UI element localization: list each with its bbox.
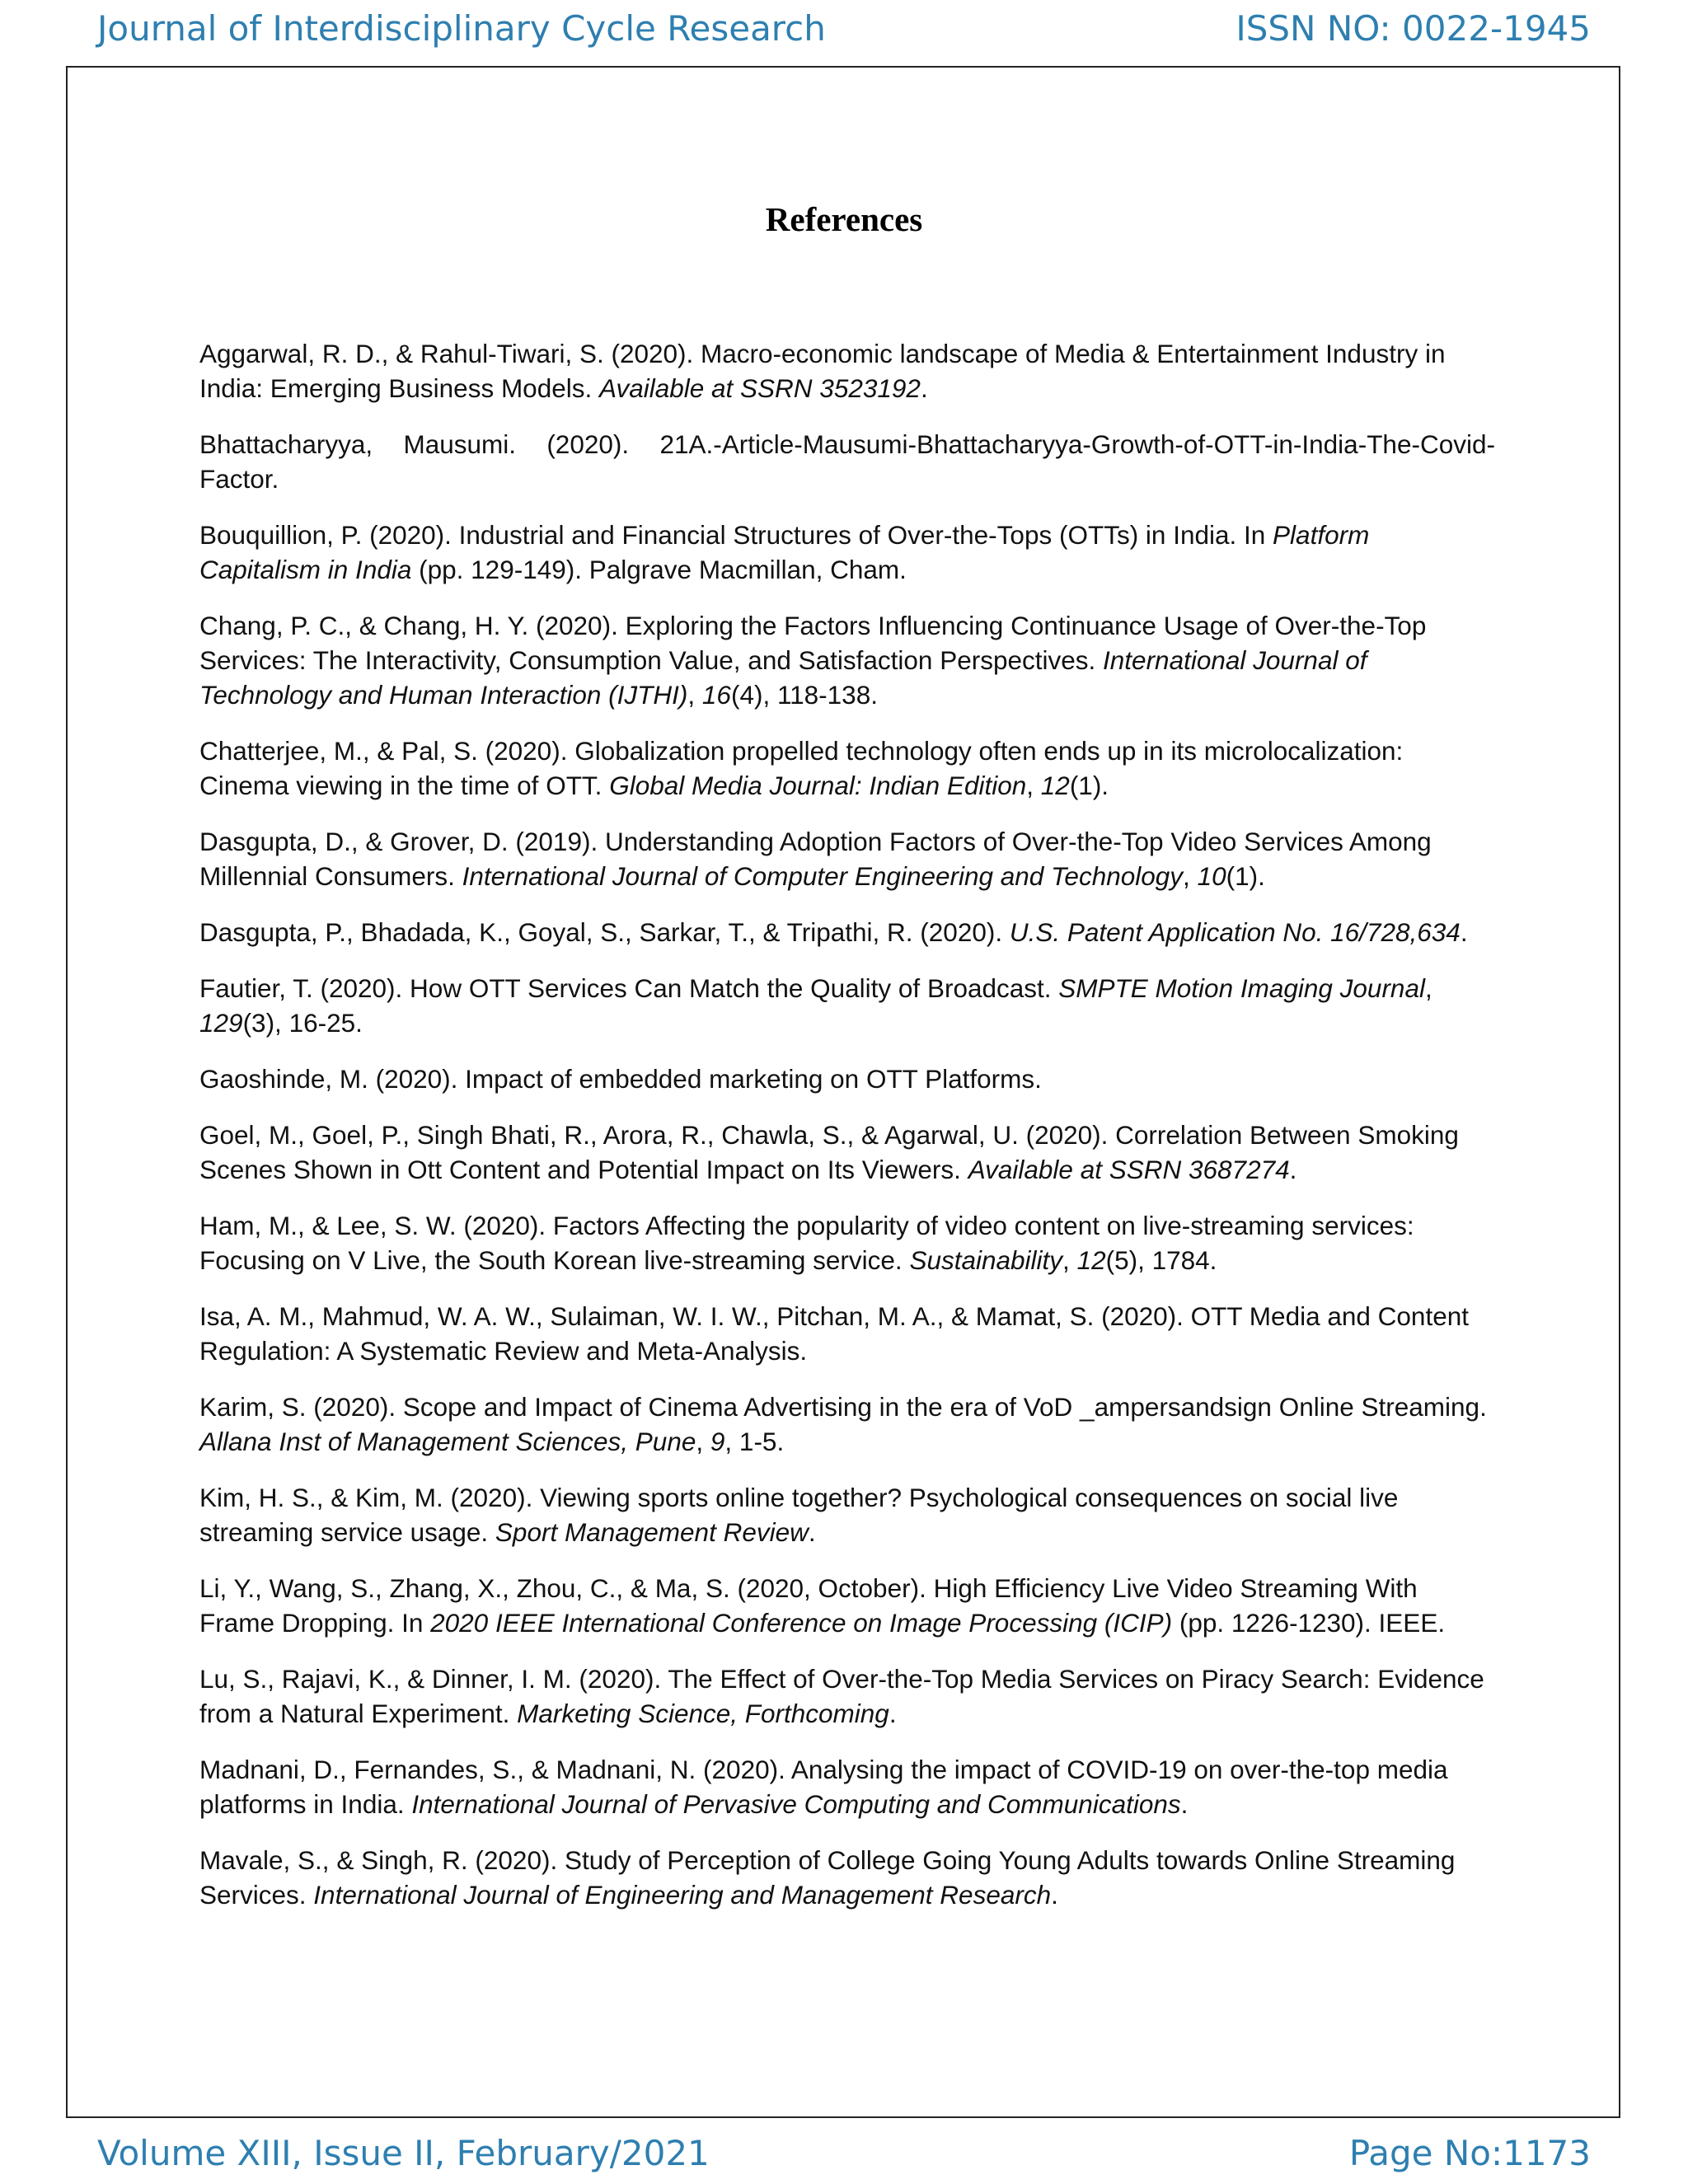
reference-text: , <box>1424 973 1432 1003</box>
reference-text: . <box>1180 1789 1189 1819</box>
reference-text: Chatterjee, M., & Pal, S. (2020). Globalization propelled technology often ends up in its microlocalization: Cinema viewing in the time of OTT. <box>199 736 1404 800</box>
reference-entry <box>199 1390 1495 1459</box>
reference-italic-text: Sport Management Review <box>495 1517 809 1547</box>
reference-text: . <box>1289 1155 1297 1184</box>
reference-entry <box>199 824 1495 893</box>
reference-italic-text: International Journal of Technology and Human Interaction (IJTHI) <box>199 645 1367 710</box>
reference-text: Karim, S. (2020). Scope and Impact of Cinema Advertising in the era of VoD _ampersandsign Online Streaming. <box>199 1392 1487 1422</box>
reference-entry <box>199 915 1495 949</box>
reference-italic-text: 12 <box>1076 1245 1106 1275</box>
reference-italic-text: International Journal of Pervasive Computing and Communications <box>411 1789 1181 1819</box>
reference-text: . <box>889 1699 897 1728</box>
reference-text: , <box>1062 1245 1077 1275</box>
reference-text: Mavale, S., & Singh, R. (2020). Study of Perception of College Going Young Adults towards Online Streaming Services. <box>199 1845 1456 1910</box>
reference-italic-text: 9 <box>710 1427 725 1456</box>
reference-entry <box>199 1752 1495 1821</box>
reference-italic-text: International Journal of Engineering and Management Research <box>313 1880 1052 1910</box>
reference-text: Goel, M., Goel, P., Singh Bhati, R., Arora, R., Chawla, S., & Agarwal, U. (2020). Correlation Between Smoking Scenes Shown in Ott Content and Potential Impact on Its Viewers. <box>199 1120 1459 1184</box>
reference-entry <box>199 733 1495 803</box>
volume-issue: Volume XIII, Issue II, February/2021 <box>97 2133 710 2173</box>
reference-text: (1). <box>1226 861 1265 891</box>
reference-text: Madnani, D., Fernandes, S., & Madnani, N. (2020). Analysing the impact of COVID-19 on over-the-top media platforms in India. <box>199 1755 1448 1819</box>
reference-text: . <box>808 1517 816 1547</box>
reference-text: (pp. 129-149). Palgrave Macmillan, Cham. <box>411 555 907 584</box>
reference-italic-text: Marketing Science, Forthcoming <box>517 1699 889 1728</box>
reference-italic-text: Available at SSRN 3687274 <box>968 1155 1290 1184</box>
reference-entry <box>199 971 1495 1040</box>
reference-text: Lu, S., Rajavi, K., & Dinner, I. M. (2020). The Effect of Over-the-Top Media Services on Piracy Search: Evidence from a Natural Experiment. <box>199 1664 1484 1728</box>
reference-text: Kim, H. S., & Kim, M. (2020). Viewing sports online together? Psychological consequences on social live streaming service usage. <box>199 1483 1399 1547</box>
reference-text: , <box>687 680 702 710</box>
reference-italic-text: International Journal of Computer Engineering and Technology <box>462 861 1184 891</box>
reference-text: , 1-5. <box>724 1427 785 1456</box>
reference-text: Chang, P. C., & Chang, H. Y. (2020). Exploring the Factors Influencing Continuance Usage of Over-the-Top Services: The Interactivity, Consumption Value, and Satisfaction Perspectives. <box>199 611 1427 675</box>
issn-number: ISSN NO: 0022-1945 <box>1236 8 1591 49</box>
reference-text: (3), 16-25. <box>242 1008 363 1038</box>
reference-text: , <box>696 1427 710 1456</box>
reference-text: Bhattacharyya, Mausumi. (2020). 21A.-Article-Mausumi-Bhattacharyya-Growth-of-OTT-in-India-The-Covid-Factor. <box>199 429 1495 494</box>
reference-entry <box>199 608 1495 712</box>
journal-footer <box>97 2133 1591 2173</box>
reference-text: Fautier, T. (2020). How OTT Services Can Match the Quality of Broadcast. <box>199 973 1059 1003</box>
reference-list <box>199 336 1495 1933</box>
reference-text: Dasgupta, D., & Grover, D. (2019). Understanding Adoption Factors of Over-the-Top Video Services Among Millennial Consumers. <box>199 827 1432 891</box>
journal-name: Journal of Interdisciplinary Cycle Research <box>97 8 826 49</box>
reference-entry <box>199 427 1495 496</box>
reference-italic-text: Platform Capitalism in India <box>199 520 1370 584</box>
reference-text: Isa, A. M., Mahmud, W. A. W., Sulaiman, W. I. W., Pitchan, M. A., & Mamat, S. (2020). OTT Media and Content Regulation: A Systematic Review and Meta-Analysis. <box>199 1301 1469 1366</box>
reference-text: (pp. 1226-1230). IEEE. <box>1172 1608 1446 1638</box>
reference-italic-text: 10 <box>1197 861 1226 891</box>
reference-text: (4), 118-138. <box>730 680 878 710</box>
page-number: Page No:1173 <box>1348 2133 1591 2173</box>
reference-entry <box>199 518 1495 587</box>
reference-italic-text: Allana Inst of Management Sciences, Pune <box>199 1427 696 1456</box>
reference-text: Dasgupta, P., Bhadada, K., Goyal, S., Sarkar, T., & Tripathi, R. (2020). <box>199 917 1010 947</box>
reference-text: Bouquillion, P. (2020). Industrial and Financial Structures of Over-the-Tops (OTTs) in India. In <box>199 520 1273 550</box>
reference-italic-text: Available at SSRN 3523192 <box>599 373 921 403</box>
reference-entry <box>199 336 1495 405</box>
reference-entry <box>199 1062 1495 1096</box>
reference-italic-text: Global Media Journal: Indian Edition <box>609 771 1027 800</box>
section-title: References <box>765 200 923 238</box>
reference-text: . <box>920 373 928 403</box>
reference-entry <box>199 1843 1495 1912</box>
reference-italic-text: SMPTE Motion Imaging Journal <box>1058 973 1425 1003</box>
reference-italic-text: Sustainability <box>909 1245 1063 1275</box>
journal-header <box>97 8 1591 49</box>
reference-entry <box>199 1118 1495 1187</box>
reference-entry <box>199 1480 1495 1549</box>
reference-text: . <box>1460 917 1468 947</box>
reference-entry <box>199 1299 1495 1368</box>
reference-entry <box>199 1661 1495 1731</box>
reference-italic-text: 16 <box>701 680 731 710</box>
reference-text: , <box>1026 771 1041 800</box>
reference-text: Gaoshinde, M. (2020). Impact of embedded marketing on OTT Platforms. <box>199 1064 1042 1094</box>
reference-text: Ham, M., & Lee, S. W. (2020). Factors Affecting the popularity of video content on live-streaming services: Focusing on V Live, the South Korean live-streaming service. <box>199 1211 1414 1275</box>
reference-text: (5), 1784. <box>1105 1245 1217 1275</box>
reference-text: . <box>1051 1880 1058 1910</box>
reference-italic-text: U.S. Patent Application No. 16/728,634 <box>1009 917 1461 947</box>
reference-text: (1). <box>1069 771 1109 800</box>
reference-italic-text: 12 <box>1040 771 1070 800</box>
reference-entry <box>199 1208 1495 1277</box>
reference-entry <box>199 1571 1495 1640</box>
reference-text: Aggarwal, R. D., & Rahul-Tiwari, S. (2020). Macro-economic landscape of Media & Entertainment Industry in India: Emerging Business Models. <box>199 339 1446 403</box>
reference-text: , <box>1183 861 1198 891</box>
reference-italic-text: 129 <box>199 1008 243 1038</box>
reference-text: Li, Y., Wang, S., Zhang, X., Zhou, C., & Ma, S. (2020, October). High Efficiency Live Video Streaming With Frame Dropping. In <box>199 1573 1418 1638</box>
reference-italic-text: 2020 IEEE International Conference on Image Processing (ICIP) <box>430 1608 1173 1638</box>
